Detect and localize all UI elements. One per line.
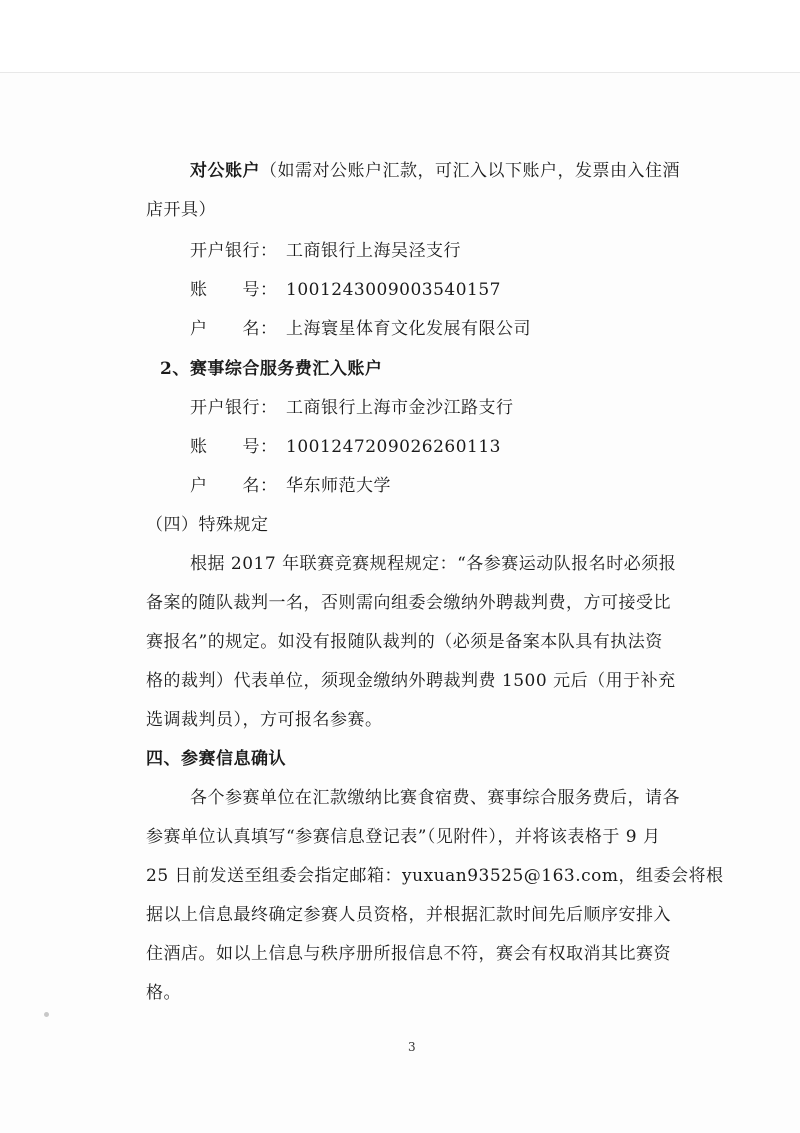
account-value: 1001243009003540157 [286, 280, 502, 300]
info-confirm-line: 住酒店。如以上信息与秩序册所报信息不符，赛会有权取消其比赛资 [146, 944, 671, 964]
service-account-row [190, 436, 650, 458]
name-label: 户 名： [190, 476, 278, 496]
corporate-account-heading: 对公账户 [190, 161, 260, 181]
name-value: 华东师范大学 [286, 476, 391, 496]
page-number: 3 [408, 1040, 416, 1054]
special-rules-line: 根据 2017 年联赛竞赛规程规定：“各参赛运动队报名时必须报 [190, 554, 677, 574]
info-confirm-line: 各个参赛单位在汇款缴纳比赛食宿费、赛事综合服务费后，请各 [190, 788, 680, 808]
corporate-account-note-line2: 店开具） [146, 200, 216, 220]
info-confirm-heading: 四、参赛信息确认 [146, 749, 286, 769]
special-rules-heading: （四）特殊规定 [146, 515, 269, 535]
info-confirm-line: 格。 [146, 983, 181, 1003]
bank-label: 开户银行： [190, 398, 278, 418]
bank-label: 开户银行： [190, 241, 278, 261]
service-fee-heading: 2、赛事综合服务费汇入账户 [160, 359, 383, 379]
account-value: 1001247209026260113 [286, 437, 502, 457]
corporate-name-row [190, 318, 650, 340]
scan-dot [44, 1012, 49, 1017]
special-rules-line: 赛报名”的规定。如没有报随队裁判的（必须是备案本队具有执法资 [146, 632, 663, 652]
account-label: 账 号： [190, 437, 278, 457]
service-name-row [190, 475, 650, 497]
name-value: 上海寰星体育文化发展有限公司 [286, 319, 531, 339]
bank-value: 工商银行上海市金沙江路支行 [286, 398, 514, 418]
info-confirm-line: 据以上信息最终确定参赛人员资格，并根据汇款时间先后顺序安排入 [146, 905, 671, 925]
corporate-account-row [190, 279, 650, 301]
account-label: 账 号： [190, 280, 278, 300]
special-rules-line: 选调裁判员），方可报名参赛。 [146, 710, 383, 730]
bank-value: 工商银行上海吴泾支行 [286, 241, 461, 261]
special-rules-line: 备案的随队裁判一名，否则需向组委会缴纳外聘裁判费，方可接受比 [146, 593, 671, 613]
info-confirm-line: 参赛单位认真填写“参赛信息登记表”（见附件），并将该表格于 9 月 [146, 827, 661, 847]
service-bank-row [190, 397, 650, 419]
corporate-bank-row [190, 240, 650, 262]
special-rules-line: 格的裁判）代表单位，须现金缴纳外聘裁判费 1500 元后（用于补充 [146, 671, 676, 691]
name-label: 户 名： [190, 319, 278, 339]
corporate-account-line1 [190, 160, 680, 182]
corporate-account-note: （如需对公账户汇款，可汇入以下账户，发票由入住酒 [260, 161, 680, 181]
info-confirm-line: 25 日前发送至组委会指定邮箱：yuxuan93525@163.com，组委会将根 [146, 866, 724, 886]
